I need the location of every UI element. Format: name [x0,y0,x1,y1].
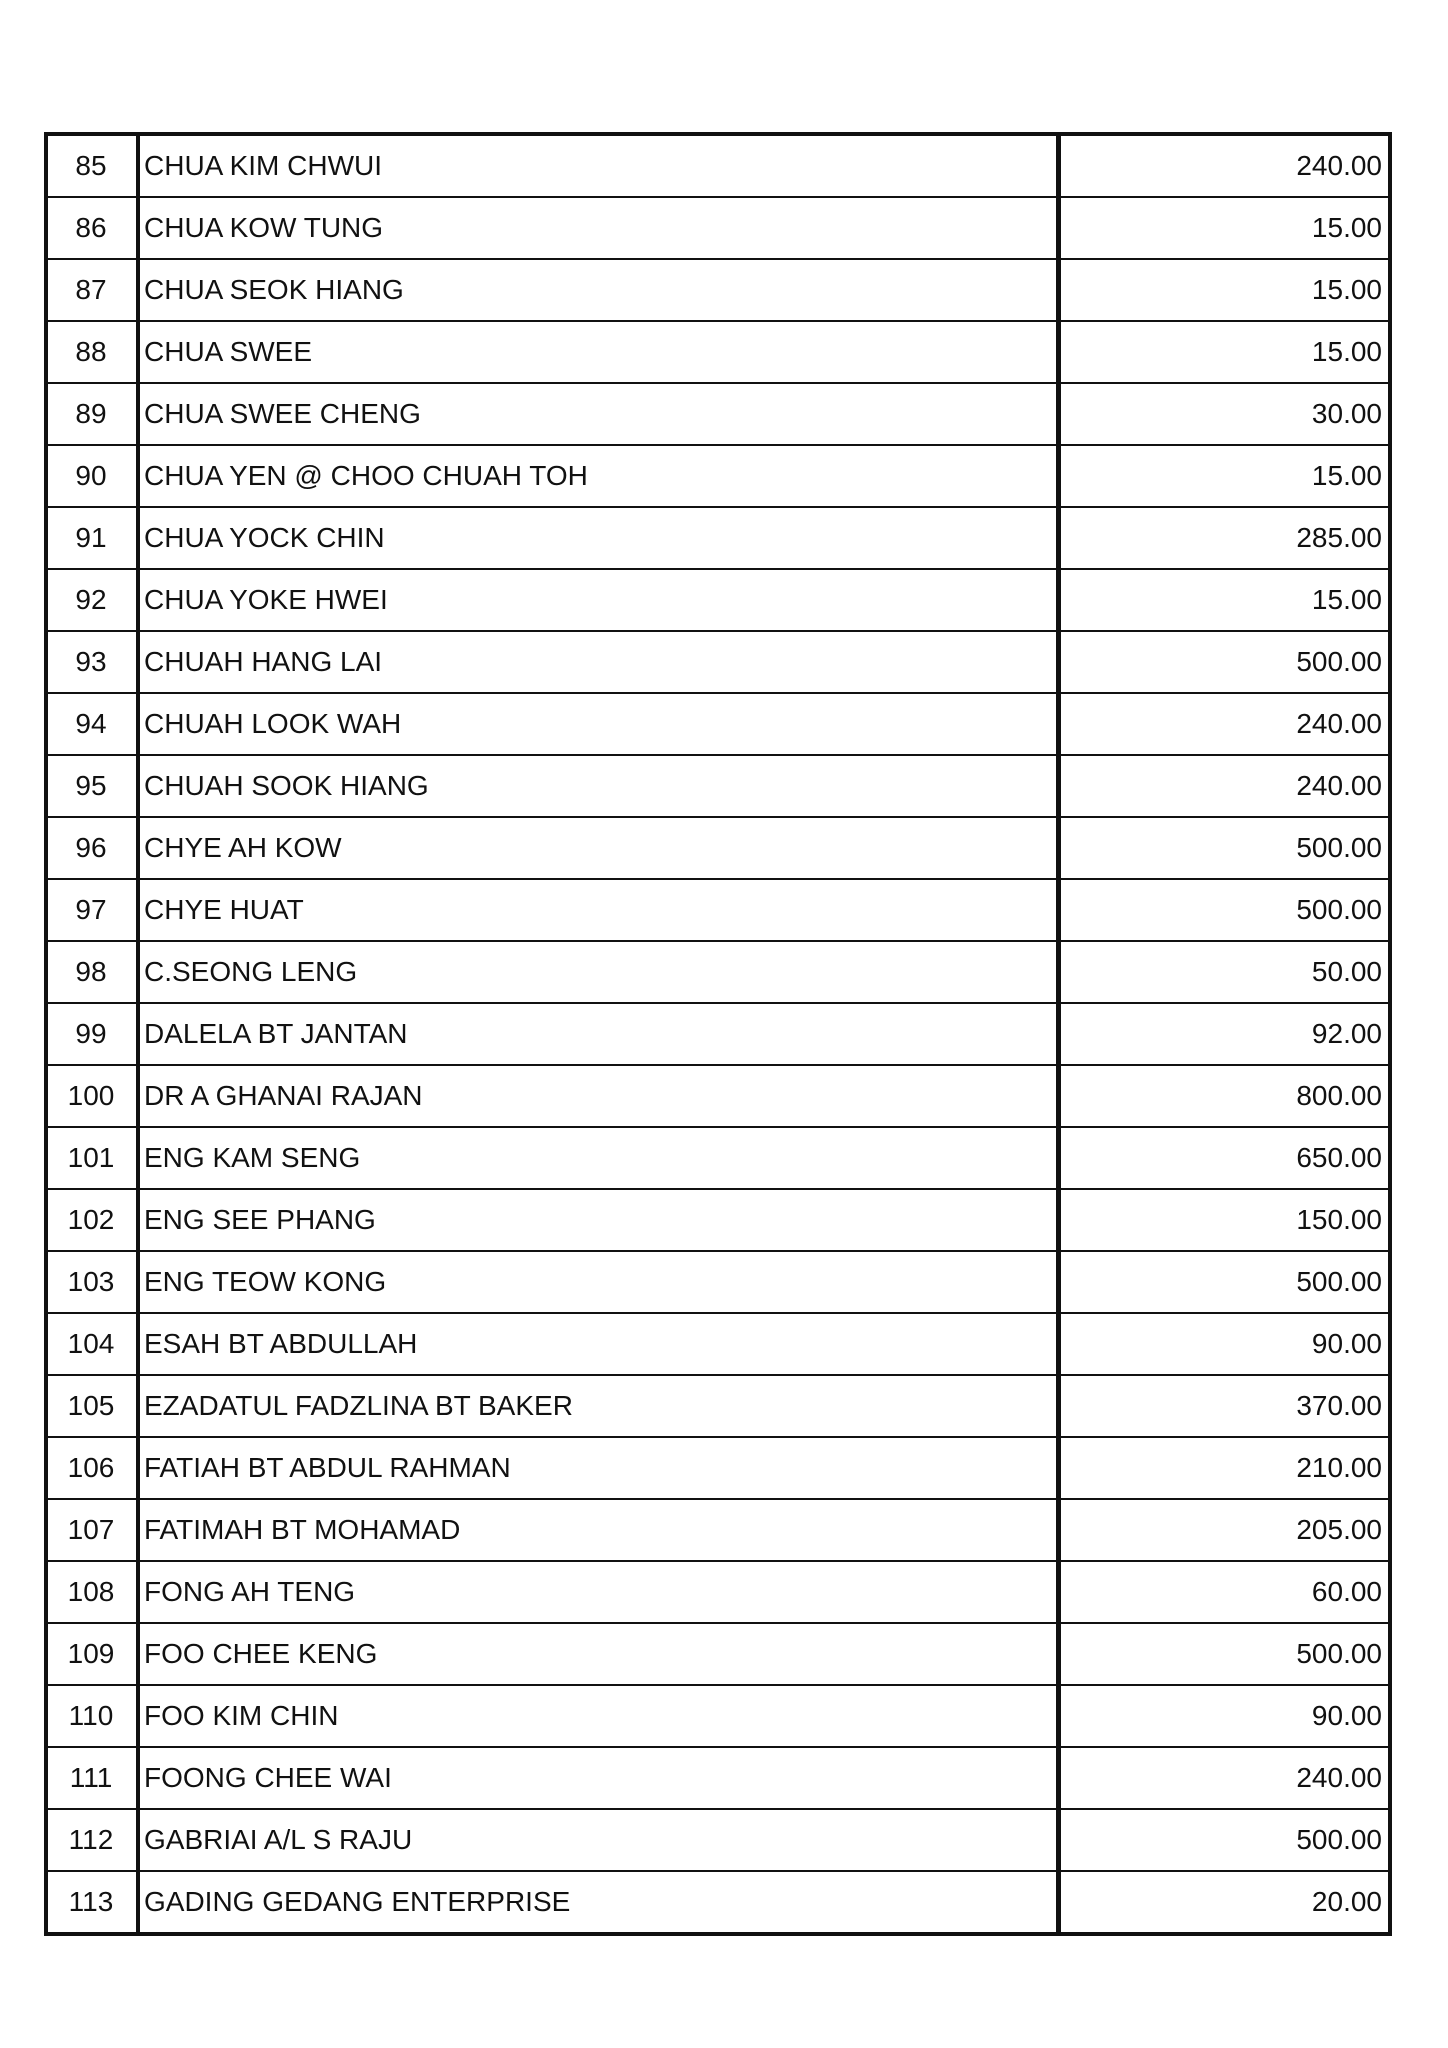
row-name: ESAH BT ABDULLAH [138,1313,1058,1375]
row-name: CHUA SEOK HIANG [138,259,1058,321]
row-name: EZADATUL FADZLINA BT BAKER [138,1375,1058,1437]
row-name: ENG TEOW KONG [138,1251,1058,1313]
row-number: 91 [46,507,138,569]
table-row [46,941,1390,1003]
row-amount: 210.00 [1058,1437,1390,1499]
row-name: CHUA SWEE [138,321,1058,383]
row-name: GADING GEDANG ENTERPRISE [138,1871,1058,1934]
row-amount: 240.00 [1058,134,1390,197]
row-number: 108 [46,1561,138,1623]
row-number: 88 [46,321,138,383]
row-number: 102 [46,1189,138,1251]
table-row [46,134,1390,197]
row-number: 100 [46,1065,138,1127]
table-row [46,1809,1390,1871]
row-name: CHUA KOW TUNG [138,197,1058,259]
row-number: 101 [46,1127,138,1189]
row-number: 110 [46,1685,138,1747]
row-amount: 150.00 [1058,1189,1390,1251]
table-row [46,1499,1390,1561]
table-row [46,383,1390,445]
row-number: 94 [46,693,138,755]
row-name: CHUAH HANG LAI [138,631,1058,693]
row-amount: 500.00 [1058,1623,1390,1685]
row-number: 90 [46,445,138,507]
row-number: 107 [46,1499,138,1561]
row-name: CHUA YOKE HWEI [138,569,1058,631]
row-amount: 240.00 [1058,1747,1390,1809]
row-name: C.SEONG LENG [138,941,1058,1003]
row-number: 89 [46,383,138,445]
row-amount: 30.00 [1058,383,1390,445]
table-row [46,1623,1390,1685]
table-row [46,569,1390,631]
row-name: ENG SEE PHANG [138,1189,1058,1251]
row-number: 112 [46,1809,138,1871]
row-amount: 15.00 [1058,321,1390,383]
row-number: 111 [46,1747,138,1809]
row-name: FONG AH TENG [138,1561,1058,1623]
table-row [46,1747,1390,1809]
table-row [46,507,1390,569]
table-row [46,817,1390,879]
row-number: 109 [46,1623,138,1685]
row-number: 99 [46,1003,138,1065]
row-amount: 240.00 [1058,693,1390,755]
row-number: 92 [46,569,138,631]
table-body [46,134,1390,1934]
row-amount: 240.00 [1058,755,1390,817]
row-amount: 15.00 [1058,445,1390,507]
row-amount: 500.00 [1058,879,1390,941]
row-amount: 500.00 [1058,1809,1390,1871]
table-row [46,445,1390,507]
row-name: FATIMAH BT MOHAMAD [138,1499,1058,1561]
row-number: 113 [46,1871,138,1934]
row-amount: 60.00 [1058,1561,1390,1623]
row-name: DALELA BT JANTAN [138,1003,1058,1065]
row-number: 85 [46,134,138,197]
table-row [46,1375,1390,1437]
row-number: 106 [46,1437,138,1499]
row-amount: 15.00 [1058,569,1390,631]
row-amount: 205.00 [1058,1499,1390,1561]
row-amount: 90.00 [1058,1685,1390,1747]
table-row [46,1251,1390,1313]
row-name: CHUAH LOOK WAH [138,693,1058,755]
row-name: FOONG CHEE WAI [138,1747,1058,1809]
row-number: 104 [46,1313,138,1375]
table-row [46,1685,1390,1747]
row-amount: 500.00 [1058,817,1390,879]
table-row [46,1189,1390,1251]
row-name: GABRIAI A/L S RAJU [138,1809,1058,1871]
row-number: 86 [46,197,138,259]
row-number: 87 [46,259,138,321]
row-amount: 92.00 [1058,1003,1390,1065]
table-row [46,631,1390,693]
row-name: FOO CHEE KENG [138,1623,1058,1685]
table-row [46,321,1390,383]
row-name: CHUA YOCK CHIN [138,507,1058,569]
row-amount: 15.00 [1058,197,1390,259]
table-row [46,693,1390,755]
row-name: CHYE HUAT [138,879,1058,941]
table-row [46,197,1390,259]
row-number: 103 [46,1251,138,1313]
table-row [46,1003,1390,1065]
table-row [46,259,1390,321]
table-row [46,1437,1390,1499]
row-amount: 90.00 [1058,1313,1390,1375]
table-row [46,1127,1390,1189]
row-name: FATIAH BT ABDUL RAHMAN [138,1437,1058,1499]
row-amount: 500.00 [1058,631,1390,693]
table-row [46,1871,1390,1934]
row-name: DR A GHANAI RAJAN [138,1065,1058,1127]
row-name: CHUAH SOOK HIANG [138,755,1058,817]
row-name: FOO KIM CHIN [138,1685,1058,1747]
row-amount: 500.00 [1058,1251,1390,1313]
table-row [46,879,1390,941]
row-amount: 50.00 [1058,941,1390,1003]
row-number: 97 [46,879,138,941]
row-amount: 20.00 [1311,1886,1382,1917]
row-amount: 15.00 [1058,259,1390,321]
row-amount: 370.00 [1058,1375,1390,1437]
row-name: CHUA KIM CHWUI [138,134,1058,197]
row-name: CHUA SWEE CHENG [138,383,1058,445]
row-number: 95 [46,755,138,817]
table-row [46,1561,1390,1623]
row-name: CHYE AH KOW [138,817,1058,879]
table-row [46,1313,1390,1375]
row-amount: 285.00 [1058,507,1390,569]
row-name: ENG KAM SENG [138,1127,1058,1189]
table-row [46,755,1390,817]
row-number: 96 [46,817,138,879]
row-name: CHUA YEN @ CHOO CHUAH TOH [138,445,1058,507]
row-number: 105 [46,1375,138,1437]
table-row [46,1065,1390,1127]
row-amount: 800.00 [1058,1065,1390,1127]
row-number: 93 [46,631,138,693]
row-amount: 650.00 [1058,1127,1390,1189]
row-number: 98 [46,941,138,1003]
contribution-table [44,132,1392,1936]
